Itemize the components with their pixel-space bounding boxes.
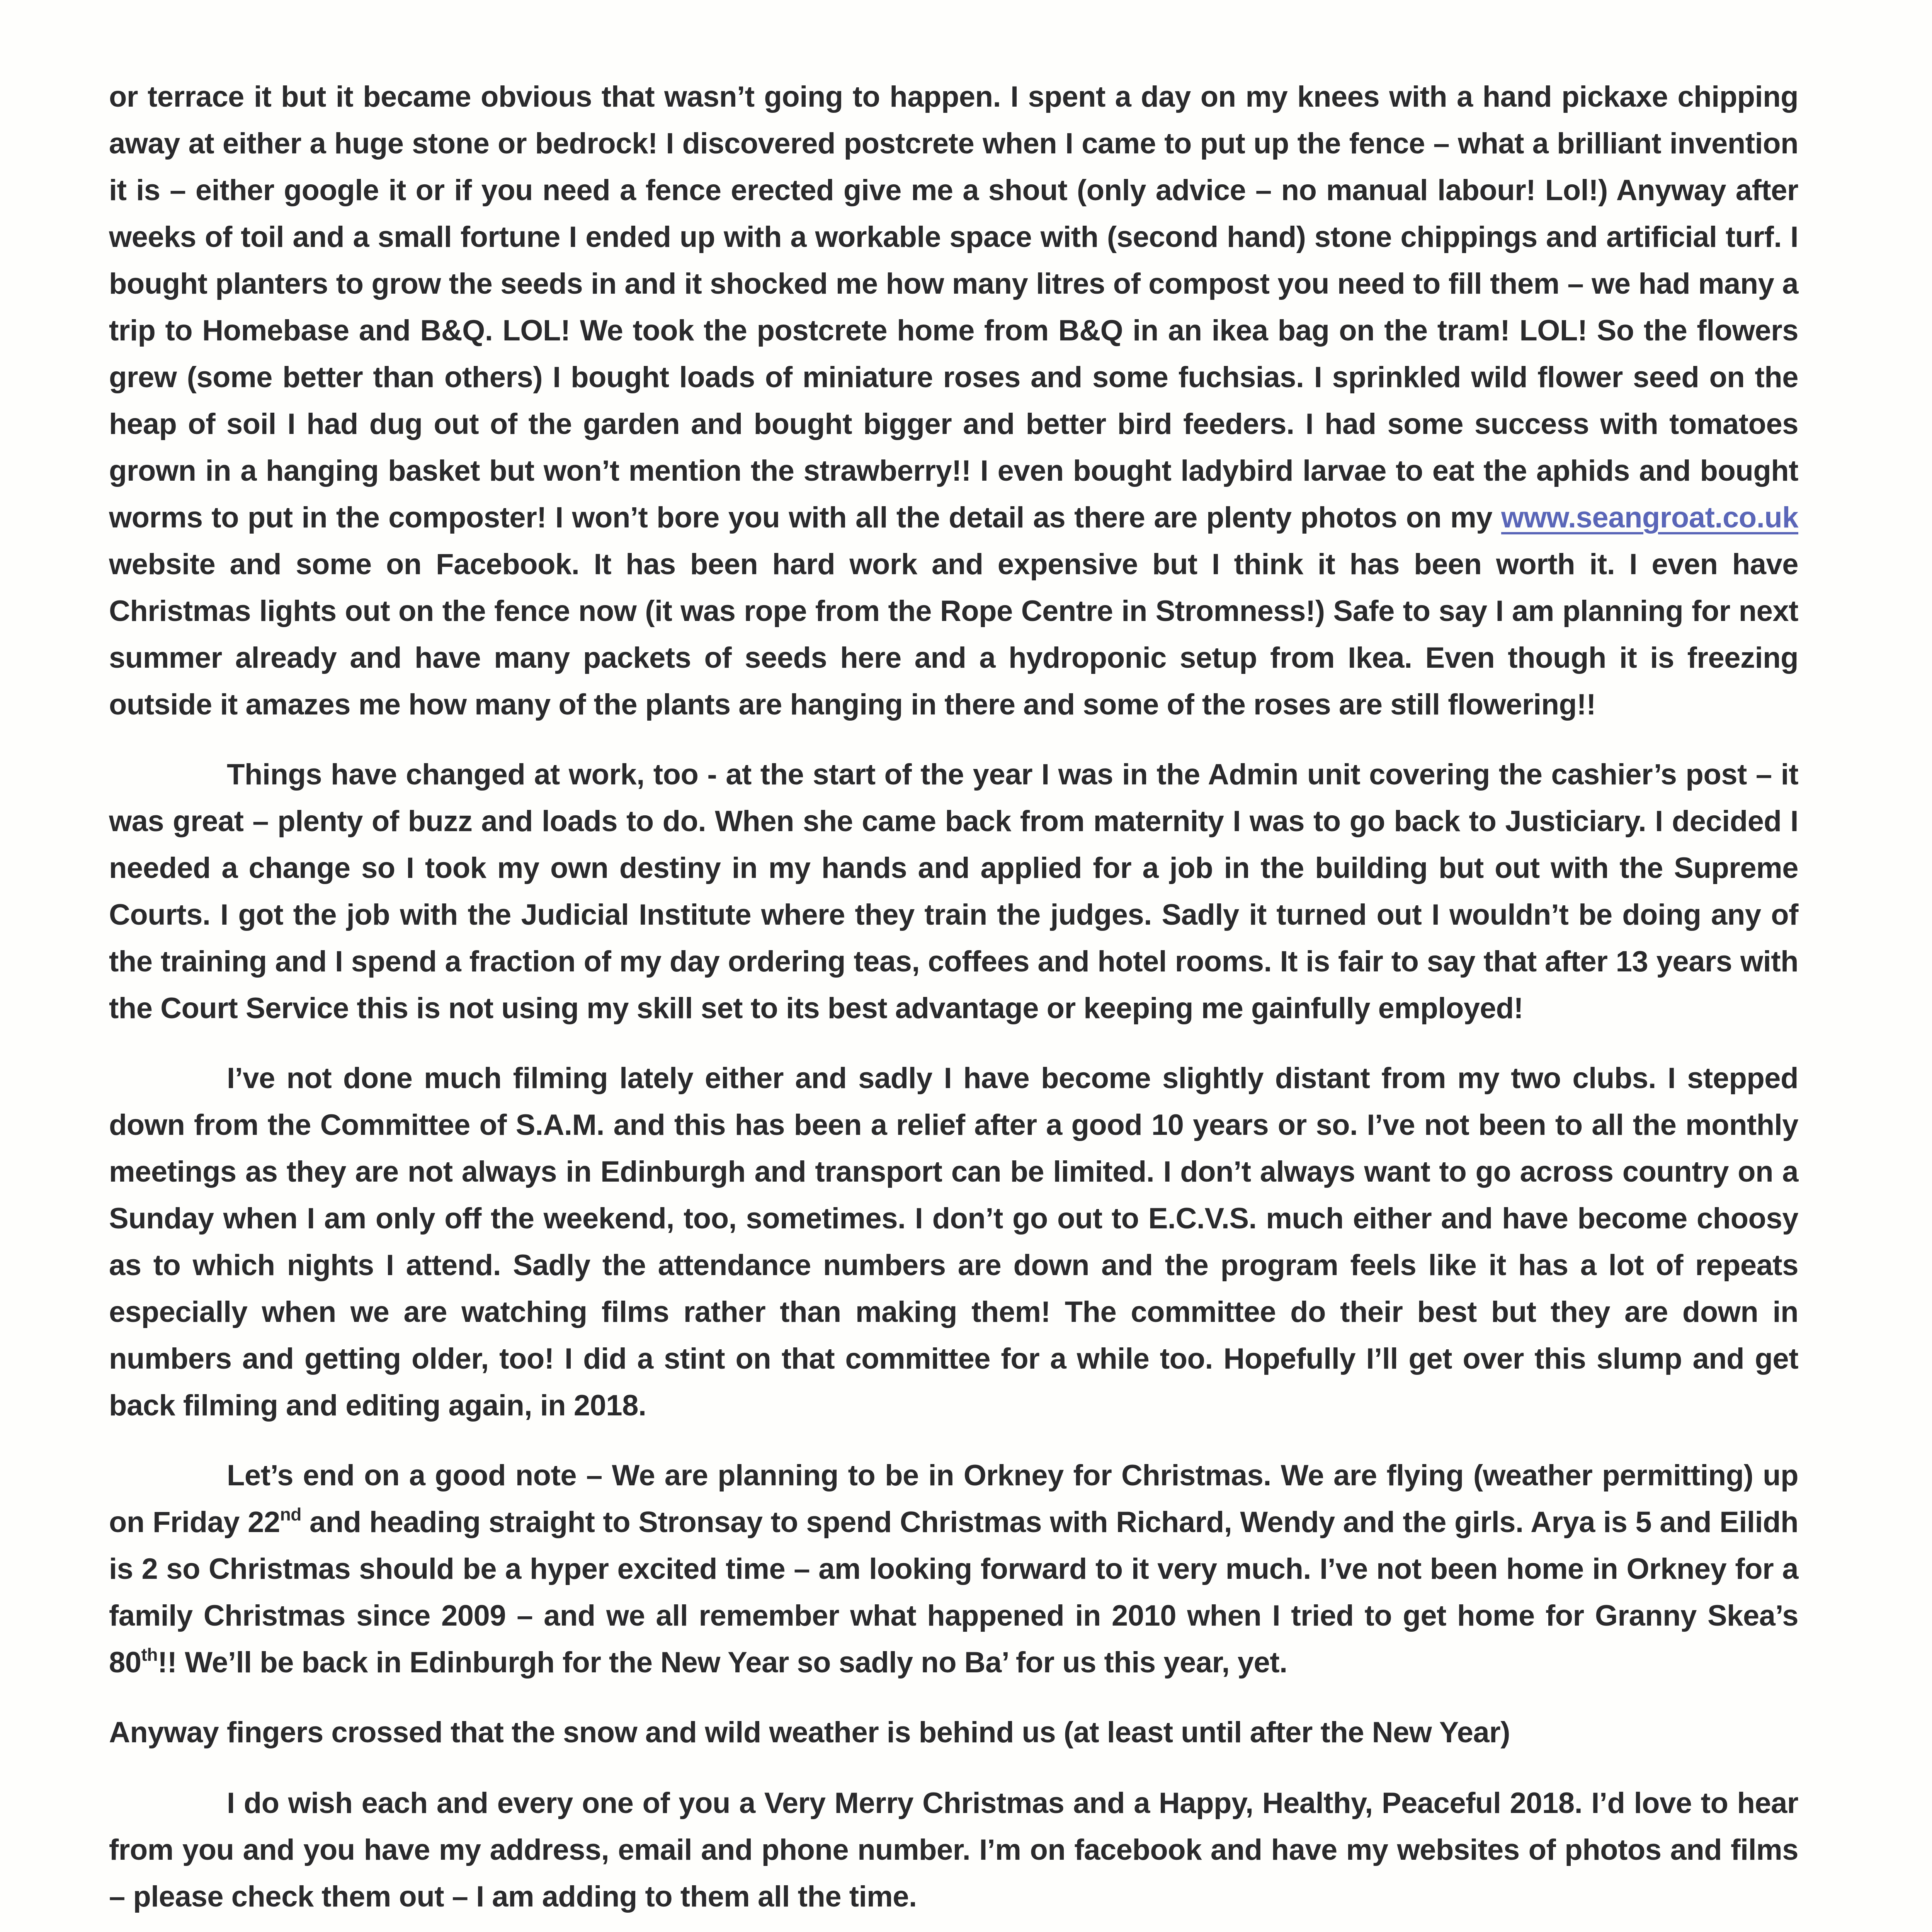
paragraph-garden (109, 73, 1798, 728)
paragraph-weather: Anyway fingers crossed that the snow and wild weather is behind us (at least until after the New Year) (109, 1716, 1510, 1749)
paragraph-wishes: I do wish each and every one of you a Very Merry Christmas and a Happy, Healthy, Peaceful 2018. I’d love to hear from you and you have my address, email and phone number. I’m on facebook and have my websites of photos and films – please check them out – I am adding to them all the time. (109, 1787, 1798, 1913)
website-link[interactable]: www.seangroat.co.uk (1501, 501, 1798, 534)
christmas-plans-part-2: and heading straight to Stronsay to spend Christmas with Richard, Wendy and the girls. Arya is 5 and Eilidh is 2 so Christmas should be a hyper excited time – am looking forward to it very much. I’ve not been home in Orkney for a family Christmas since 2009 – and we all remember what happened in 2010 when I tried to get home for Granny Skea’s 80 (109, 1506, 1798, 1679)
ordinal-suffix-nd: nd (280, 1504, 301, 1524)
paragraph-filming: I’ve not done much filming lately either and sadly I have become slightly distant from my two clubs. I stepped down from the Committee of S.A.M. and this has been a relief after a good 10 years or so. I’ve not been to all the monthly meetings as they are not always in Edinburgh and transport can be limited. I don’t always want to go across country on a Sunday when I am only off the weekend, too, sometimes. I don’t go out to E.C.V.S. much either and have become choosy as to which nights I attend. Sadly the attendance numbers are down and the program feels like it has a lot of repeats especially when we are watching films rather than making them! The committee do their best but they are down in numbers and getting older, too! I did a stint on that committee for a while too. Hopefully I’ll get over this slump and get back filming and editing again, in 2018. (109, 1062, 1798, 1422)
letter-body (109, 73, 1798, 1932)
christmas-plans-part-1: Let’s end on a good note – We are planning to be in Orkney for Christmas. We are flying (weather permitting) up on Friday 22 (109, 1459, 1798, 1539)
christmas-plans-part-3: !! We’ll be back in Edinburgh for the New Year so sadly no Ba’ for us this year, yet. (157, 1646, 1287, 1679)
ordinal-suffix-th: th (141, 1645, 158, 1665)
paragraph-garden-part-1: or terrace it but it became obvious that wasn’t going to happen. I spent a day on my knees with a hand pickaxe chipping away at either a huge stone or bedrock! I discovered postcrete when I came to put up the fence – what a brilliant invention it is – either google it or if you need a fence erected give me a shout (only advice – no manual labour! Lol!) Anyway after weeks of toil and a small fortune I ended up with a workable space with (second hand) stone chippings and artificial turf. I bought planters to grow the seeds in and it shocked me how many litres of compost you need to fill them – we had many a trip to Homebase and B&Q. LOL! We took the postcrete home from B&Q in an ikea bag on the tram! LOL! So the flowers grew (some better than others) I bought loads of miniature roses and some fuchsias. I sprinkled wild flower seed on the heap of soil I had dug out of the garden and bought bigger and better bird feeders. I had some success with tomatoes grown in a hanging basket but won’t mention the strawberry!! I even bought ladybird larvae to eat the aphids and bought worms to put in the composter! I won’t bore you with all the detail as there are plenty photos on my (109, 80, 1798, 534)
paragraph-work: Things have changed at work, too - at the start of the year I was in the Admin unit covering the cashier’s post – it was great – plenty of buzz and loads to do. When she came back from maternity I was to go back to Justiciary. I decided I needed a change so I took my own destiny in my hands and applied for a job in the building but out with the Supreme Courts. I got the job with the Judicial Institute where they train the judges. Sadly it turned out I wouldn’t be doing any of the training and I spend a fraction of my day ordering teas, coffees and hotel rooms. It is fair to say that after 13 years with the Court Service this is not using my skill set to its best advantage or keeping me gainfully employed! (109, 758, 1798, 1025)
paragraph-christmas-plans (109, 1452, 1798, 1686)
paragraph-garden-part-2: website and some on Facebook. It has been hard work and expensive but I think it has been worth it. I even have Christmas lights out on the fence now (it was rope from the Rope Centre in Stromness!) Safe to say I am planning for next summer already and have many packets of seeds here and a hydroponic setup from Ikea. Even though it is freezing outside it amazes me how many of the plants are hanging in there and some of the roses are still flowering!! (109, 548, 1798, 721)
